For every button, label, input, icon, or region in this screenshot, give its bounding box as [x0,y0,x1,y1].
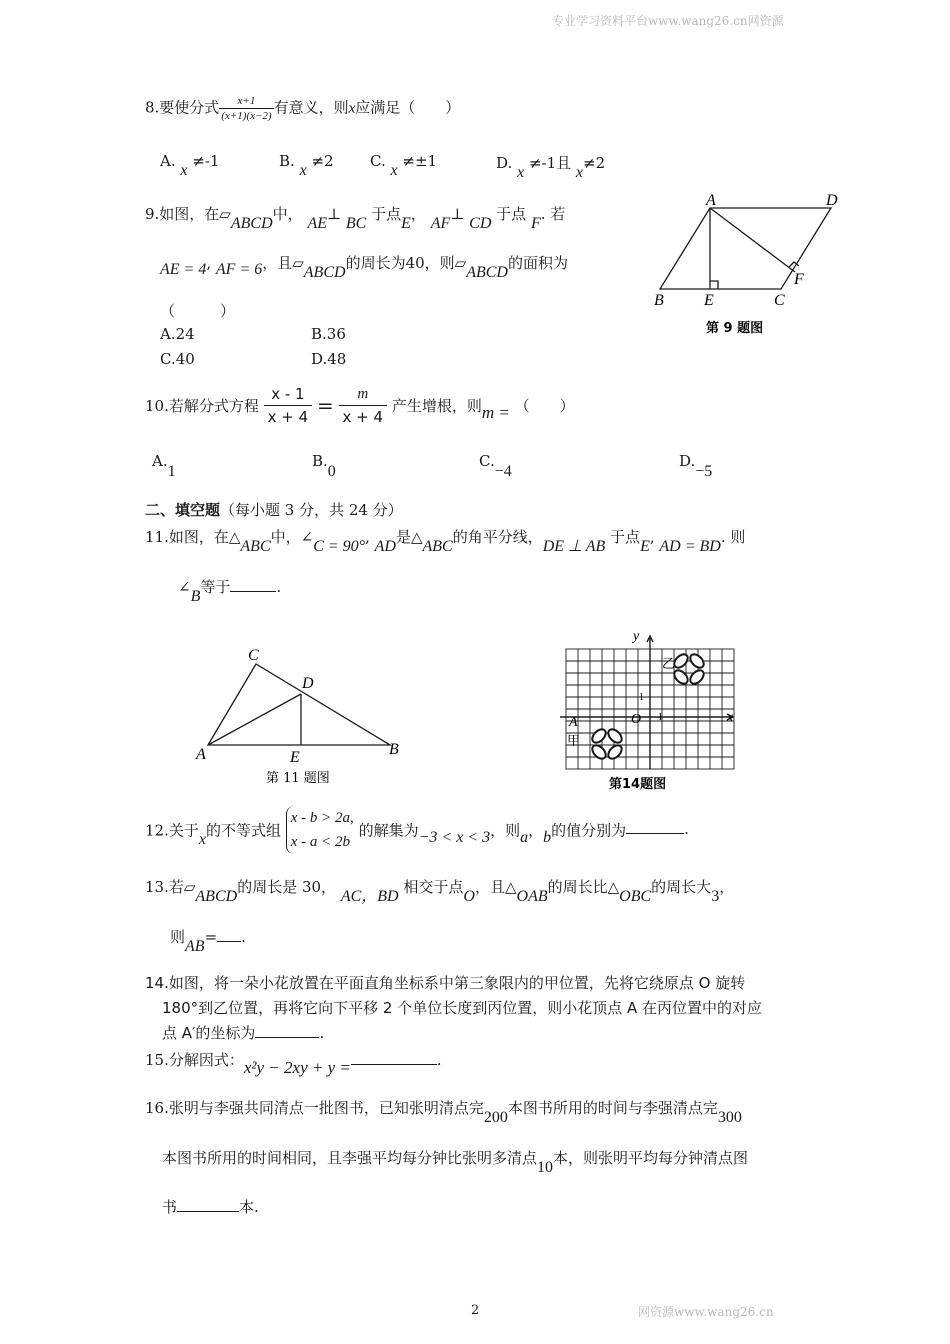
page-number: 2 [471,1303,480,1318]
q9-right-angle-e [710,281,718,289]
q15-answer-blank[interactable] [351,1052,437,1065]
q8-fraction: $\frac{x+1}{(x+1)(x-2)}$ [221,95,272,122]
question-16-line3: 书 本. [162,1198,259,1216]
section-2-header: 二、填空题（每小题 3 分，共 24 分） [145,501,403,519]
q14-caption: 第14题图 [609,777,667,792]
q8-option-d[interactable]: D. x ≠-1且 x≠2 [496,154,606,181]
question-14-line1: 14.如图，将一朵小花放置在平面直角坐标系中第三象限内的甲位置，先将它绕原点 O 旋转 [145,974,746,992]
q14-figure [555,628,745,798]
question-11-line2: ∠B等于 . [178,578,282,605]
q9-option-c[interactable]: C.40 [160,350,195,368]
q14-label-jia: 甲 [567,734,581,749]
q10-option-a[interactable]: A.1 [152,452,176,480]
q12-answer-blank[interactable] [626,821,684,834]
q11-answer-blank[interactable] [230,579,276,592]
q14-label-x: x [727,710,734,725]
watermark-bottom: 网资源www.wang26.cn [638,1305,774,1319]
q14-label-one-y: 1 [639,692,644,703]
question-11-line1: 11.如图，在△ABC中，∠C = 90°, AD是△ABC的角平分线，DE ⊥ AB 于点E, AD = BD. 则 [145,528,746,555]
question-9-line2: AE = 4, AF = 6，且▱ABCD的周长为40，则▱ABCD的面积为 [160,254,568,281]
q14-label-a: A [569,715,578,730]
q10-rhs-fraction: $\frac{m}{x + 4}$ [339,383,388,428]
q11-line-ad [208,694,301,745]
q10-lhs-fraction: $\frac{x - 1}{x + 4}$ [264,383,313,428]
q14-axes [560,636,733,769]
q9-point-c: C [774,292,785,309]
question-16-line1: 16.张明与李强共同清点一批图书，已知张明清点完200本图书所用的时间与李强清点完300 [145,1099,742,1126]
q11-point-d: D [302,675,314,692]
q11-caption: 第 11 题图 [266,771,330,786]
q9-option-d[interactable]: D.48 [311,350,347,368]
q9-line-af [710,208,795,272]
question-16-line2: 本图书所用的时间相同，且李强平均每分钟比张明多清点10本，则张明平均每分钟清点图 [162,1149,749,1176]
q11-figure [190,640,410,795]
q9-point-b: B [654,292,664,309]
q14-flower-yi [672,652,706,686]
q12-inequality-system: x - b > 2a, x - a < 2b [286,806,354,854]
q8-option-a[interactable]: A. x ≠-1 [160,152,220,179]
q9-point-e: E [704,292,714,309]
q14-answer-blank[interactable] [255,1025,319,1038]
question-9-line1: 9.如图，在▱ABCD中， AE⊥ BC 于点E， AF⊥ CD 于点 F. 若 [145,205,566,232]
question-9-line3: （ ） [160,302,236,320]
q14-label-one-x: 1 [658,712,663,723]
question-13-line2: 则AB= . [170,928,246,955]
q9-option-a[interactable]: A.24 [160,325,195,343]
question-14-line2: 180°到乙位置，再将它向下平移 2 个单位长度到丙位置，则小花顶点 A 在丙位置中的对应 [162,999,763,1017]
question-14-line3: 点 A′的坐标为 . [162,1024,325,1042]
q13-answer-blank[interactable] [217,929,241,942]
q9-parallelogram [660,208,831,289]
q11-point-c: C [248,647,259,664]
q10-option-c[interactable]: C.−4 [479,452,512,480]
watermark-top: 专业学习资料平台www.wang26.cn网资源 [552,14,784,28]
q9-figure [648,192,848,342]
q11-point-b: B [389,741,399,758]
q9-point-d: D [826,192,838,209]
question-8: 8.要使分式 $\frac{x+1}{(x+1)(x-2)}$ 有意义，则x应满足（ ） [145,95,461,122]
q10-option-d[interactable]: D.−5 [679,452,713,480]
q14-label-yi: 乙 [662,657,676,672]
q10-option-b[interactable]: B.0 [312,452,336,480]
q14-label-o: O [631,712,642,727]
q9-option-b[interactable]: B.36 [311,325,346,343]
q14-label-y: y [633,629,640,644]
q9-point-f: F [794,271,804,288]
question-15: 15.分解因式：x²y − 2xy + y = . [145,1051,442,1077]
question-10: 10.若解分式方程 $\frac{x - 1}{x + 4}$ = $\frac{m}{x + 4}$ 产生增根，则m = （ ） [145,385,575,426]
q8-option-c[interactable]: C. x ≠±1 [370,152,438,179]
q16-answer-blank[interactable] [177,1199,239,1212]
q8-option-b[interactable]: B. x ≠2 [279,152,334,179]
q11-point-a: A [196,746,206,763]
q14-flower-jia [590,727,624,761]
question-13-line1: 13.若▱ABCD的周长是 30， AC，BD 相交于点O，且△OAB的周长比△OBC的周长大3， [145,878,735,905]
question-12: 12.关于x的不等式组 x - b > 2a, x - a < 2b 的解集为−3 < x < 3，则a，b的值分别为 . [145,806,689,854]
q9-caption: 第 9 题图 [706,321,764,336]
q11-triangle [208,664,390,745]
q11-point-e: E [290,749,300,766]
q9-point-a: A [706,192,716,209]
